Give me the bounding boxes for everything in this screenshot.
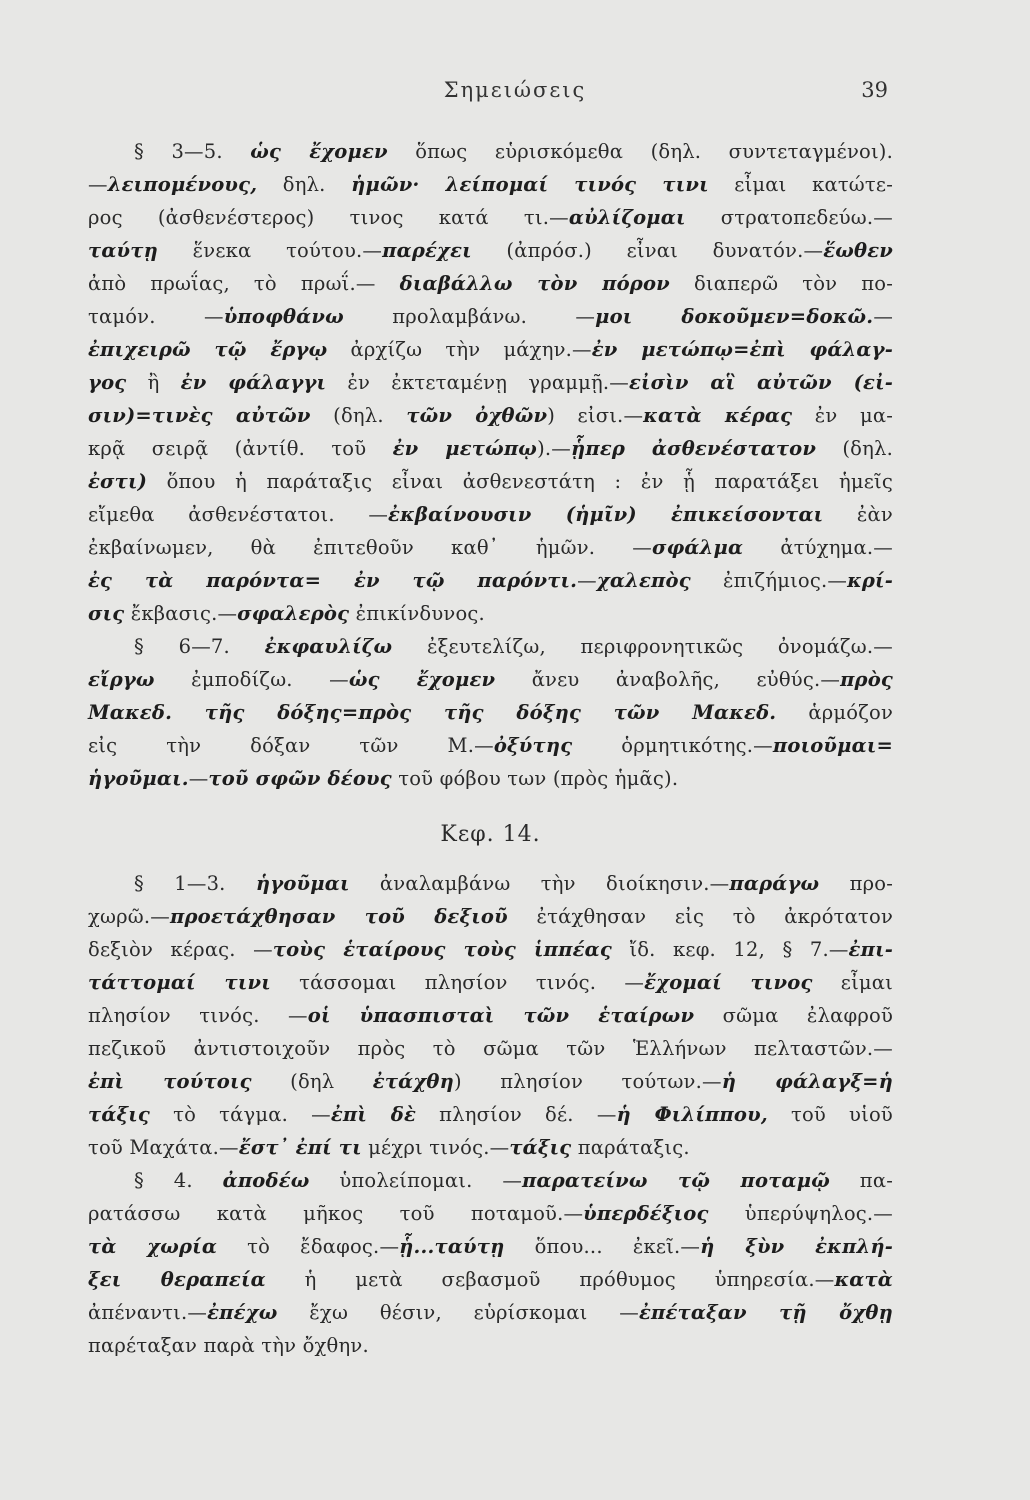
gloss-text: δηλ. [257, 173, 352, 196]
gloss-text: § 3—5. [134, 140, 251, 163]
gloss-text: ἕνεκα τούτου.— [157, 239, 383, 262]
lemma-term: τῶν ὀχθῶν [406, 404, 548, 427]
lemma-term: ἕωθεν [823, 239, 893, 262]
text-line [88, 696, 893, 729]
gloss-text: ρατάσσω κατὰ μῆκος τοῦ ποταμοῦ.— [88, 1202, 584, 1225]
text-line [88, 333, 893, 366]
text-line [88, 900, 893, 933]
lemma-term: εἰσὶν αἳ αὐτῶν (εἰ- [628, 371, 893, 394]
gloss-text: στρατοπεδεύω.— [685, 206, 893, 229]
lemma-term: ἔστ᾽ ἐπί τι [238, 1136, 362, 1159]
lemma-term: τὰ χωρία [88, 1235, 218, 1258]
lemma-term: χαλεπὸς [596, 569, 691, 592]
lemma-term: γος [88, 371, 127, 394]
text-line [88, 1263, 893, 1296]
text-line [88, 531, 893, 564]
gloss-text: ἄνευ ἀναβολῆς, εὐθύς.— [495, 668, 841, 691]
lemma-term: εἴργω [88, 668, 155, 691]
text-line [88, 663, 893, 696]
text-line [88, 1296, 893, 1329]
lemma-term: αὐλίζομαι [568, 206, 686, 229]
page-number: 39 [861, 78, 888, 102]
gloss-text: ἐκβαίνωμεν, θὰ ἐπιτεθοῦν καθ᾽ ἡμῶν. — [88, 536, 652, 559]
lemma-term: ἐπὶ δὲ [330, 1103, 416, 1126]
lemma-term: σφαλερὸς [237, 602, 350, 625]
gloss-text: εἶμαι κατώτε- [708, 173, 893, 196]
lemma-term: ἐκβαίνουσιν (ἡμῖν) ἐπικείσονται [388, 503, 824, 526]
text-line [88, 1098, 893, 1131]
gloss-text: εἰς τὴν δόξαν τῶν Μ.— [88, 734, 494, 757]
lemma-term: σιν)=τινὲς αὐτῶν [88, 404, 311, 427]
gloss-text: — [873, 305, 894, 328]
lemma-term: κατὰ κέρας [643, 404, 793, 427]
gloss-text: προ- [819, 872, 894, 895]
text-line [88, 234, 893, 267]
text-line [88, 465, 893, 498]
gloss-text: ἐτάχθησαν εἰς τὸ ἀκρότατον [507, 905, 893, 928]
paragraph-first-line [88, 1164, 893, 1197]
text-line [88, 762, 893, 795]
lemma-term: τοὺς ἑταίρους τοὺς ἱππέας [272, 938, 612, 961]
gloss-text: § 1—3. [134, 872, 256, 895]
text-line [88, 1230, 893, 1263]
lemma-term: ἡγοῦμαι [255, 872, 350, 895]
lemma-term: παρατείνω τῷ ποταμῷ [522, 1169, 830, 1192]
gloss-text: πλησίον δέ. — [416, 1103, 617, 1126]
lemma-term: ἐπι- [848, 938, 894, 961]
lemma-term: ἐκφαυλίζω [264, 635, 393, 658]
text-line [88, 432, 893, 465]
lemma-term: ἐν φάλαγγι [180, 371, 327, 394]
gloss-text: ταμόν. — [88, 305, 224, 328]
chapter-heading: Κεφ. 14. [440, 822, 541, 847]
lemma-term: ἡμῶν· λείπομαί τινός τινι [351, 173, 709, 196]
running-title: Σημειώσεις [443, 78, 587, 102]
text-line [88, 267, 893, 300]
lemma-term: τάξις [509, 1136, 572, 1159]
gloss-text: πα- [829, 1169, 893, 1192]
lemma-term: ξει θεραπεία [88, 1268, 266, 1291]
lemma-term: σις [88, 602, 125, 625]
gloss-text: ὅπως εὑρισκόμεθα (δηλ. συντεταγμένοι). [387, 140, 894, 163]
gloss-text: τοῦ Μαχάτα.— [88, 1136, 239, 1159]
lemma-term: ἐτάχθη [372, 1070, 454, 1093]
gloss-text: ρος (ἀσθενέστερος) τινος κατά τι.— [88, 206, 569, 229]
gloss-text: ὅπου... ἐκεῖ.— [504, 1235, 701, 1258]
gloss-text: (δηλ. [310, 404, 407, 427]
text-line [88, 399, 893, 432]
lemma-term: ἐν μετώπῳ=ἐπὶ φάλαγ- [591, 338, 893, 361]
lemma-term: προετάχθησαν τοῦ δεξιοῦ [169, 905, 508, 928]
gloss-text: ἔκβασις.— [124, 602, 238, 625]
lemma-term: ὡς ἔχομεν [348, 668, 496, 691]
text-line [88, 201, 893, 234]
lemma-term: ἐστι) [88, 470, 148, 493]
text-line [88, 729, 893, 762]
gloss-text: ἀναλαμβάνω τὴν διοίκησιν.— [349, 872, 730, 895]
text-line [88, 1329, 893, 1362]
text-line [88, 168, 893, 201]
gloss-text: § 4. [134, 1169, 223, 1192]
gloss-text: ) εἰσι.— [547, 404, 644, 427]
gloss-text: ἁρμόζον [776, 701, 894, 724]
lemma-term: σφάλμα [652, 536, 744, 559]
gloss-text: ἐπιζήμιος.— [690, 569, 848, 592]
notes-body [88, 135, 893, 1362]
lemma-term: ἡ Φιλίππου, [616, 1103, 768, 1126]
lemma-term: ἡ ξὺν ἐκπλή- [700, 1235, 893, 1258]
gloss-text: ἐν μα- [792, 404, 894, 427]
gloss-text: μέχρι τινός.— [361, 1136, 510, 1159]
lemma-term: παράγω [729, 872, 820, 895]
lemma-term: κατὰ [834, 1268, 893, 1291]
gloss-text: παράταξις. [571, 1136, 690, 1159]
gloss-text: ὁρμητικότης.— [572, 734, 773, 757]
gloss-text: ἀπέναντι.— [88, 1301, 208, 1324]
lemma-term: ὀξύτης [493, 734, 573, 757]
gloss-text: ὅπου ἡ παράταξις εἶναι ἀσθενεστάτη : ἐν ᾗ παρατάξει ἡμεῖς [147, 470, 893, 493]
text-line [88, 564, 893, 597]
lemma-term: παρέχει [382, 239, 472, 262]
gloss-text: (δηλ. [816, 437, 893, 460]
gloss-text: διαπερῶ τὸν πο- [669, 272, 893, 295]
lemma-term: ἐπέταξαν τῇ ὄχθῃ [638, 1301, 893, 1324]
running-header [0, 78, 1030, 108]
gloss-text: § 6—7. [134, 635, 265, 658]
gloss-text: ὑπερύψηλος.— [708, 1202, 893, 1225]
gloss-text: ἐν ἐκτεταμένῃ γραμμῇ.— [326, 371, 629, 394]
text-line [88, 1131, 893, 1164]
gloss-text: ἴδ. κεφ. 12, § 7.— [611, 938, 849, 961]
lemma-term: ἐπέχω [207, 1301, 278, 1324]
gloss-text: — [88, 173, 108, 196]
lemma-term: ἡγοῦμαι. [88, 767, 189, 790]
lemma-term: ᾗπερ ἀσθενέστατον [570, 437, 817, 460]
text-line [88, 597, 893, 630]
text-line [88, 999, 893, 1032]
gloss-text: παρέταξαν παρὰ τὴν ὄχθην. [88, 1334, 369, 1357]
text-line [88, 1065, 893, 1098]
text-line [88, 498, 893, 531]
gloss-text: ἀρχίζω τὴν μάχην.— [327, 338, 592, 361]
lemma-term: ἐπιχειρῶ τῷ ἔργῳ [88, 338, 328, 361]
lemma-term: ἐς τὰ παρόντα= ἐν τῷ παρόντι. [88, 569, 578, 592]
gloss-text: τάσσομαι πλησίον τινός. — [270, 971, 645, 994]
gloss-text: ἐμποδίζω. — [154, 668, 349, 691]
lemma-term: ὡς ἔχομεν [250, 140, 388, 163]
gloss-text: κρᾷ σειρᾷ (ἀντίθ. τοῦ [88, 437, 393, 460]
lemma-term: τοῦ σφῶν δέους [208, 767, 392, 790]
lemma-term: μοι δοκοῦμεν=δοκῶ. [595, 305, 874, 328]
gloss-text: ὑπολείπομαι. — [309, 1169, 523, 1192]
gloss-text: τὸ τάγμα. — [150, 1103, 331, 1126]
gloss-text: ἢ [126, 371, 181, 394]
gloss-text: ἐξευτελίζω, περιφρονητικῶς ὀνομάζω.— [392, 635, 893, 658]
lemma-term: κρί- [847, 569, 893, 592]
gloss-text: ἡ μετὰ σεβασμοῦ πρόθυμος ὑπηρεσία.— [265, 1268, 835, 1291]
lemma-term: διαβάλλω τὸν πόρον [399, 272, 670, 295]
text-line [88, 933, 893, 966]
text-line [88, 966, 893, 999]
text-line [88, 1197, 893, 1230]
gloss-text: τοῦ υἱοῦ [767, 1103, 893, 1126]
gloss-text: ἔχω θέσιν, εὑρίσκομαι — [277, 1301, 639, 1324]
paragraph-first-line [88, 630, 893, 663]
gloss-text: ἐὰν [823, 503, 893, 526]
paragraph-first-line [88, 867, 893, 900]
gloss-text: ἀτύχημα.— [743, 536, 893, 559]
gloss-text: πλησίον τινός. — [88, 1004, 308, 1027]
paragraph-first-line [88, 135, 893, 168]
gloss-text: τὸ ἔδαφος.— [217, 1235, 400, 1258]
lemma-term: Μακεδ. τῆς δόξης=πρὸς τῆς δόξης τῶν Μακεδ. [88, 701, 777, 724]
lemma-term: ᾗ...ταύτῃ [399, 1235, 505, 1258]
text-line [88, 1032, 893, 1065]
gloss-text: — [188, 767, 209, 790]
lemma-term: ἡ φάλαγξ=ἡ [721, 1070, 893, 1093]
gloss-text: ἀπὸ πρωΐας, τὸ πρωΐ.— [88, 272, 400, 295]
text-line [88, 300, 893, 333]
gloss-text: (ἀπρόσ.) εἶναι δυνατόν.— [471, 239, 824, 262]
lemma-term: ταύτῃ [88, 239, 158, 262]
lemma-term: οἱ ὑπασπισταὶ τῶν ἑταίρων [307, 1004, 695, 1027]
gloss-text: πεζικοῦ ἀντιστοιχοῦν πρὸς τὸ σῶμα τῶν Ἑλλήνων πελταστῶν.— [88, 1037, 893, 1060]
gloss-text: ἐπικίνδυνος. [349, 602, 485, 625]
gloss-text: ) πλησίον τούτων.— [453, 1070, 722, 1093]
gloss-text: χωρῶ.— [88, 905, 170, 928]
lemma-term: ποιοῦμαι= [772, 734, 893, 757]
lemma-term: τάττομαί τινι [88, 971, 271, 994]
gloss-text: ).— [537, 437, 571, 460]
lemma-term: λειπομένους, [107, 173, 258, 196]
gloss-text: τοῦ φόβου των (πρὸς ἡμᾶς). [391, 767, 679, 790]
lemma-term: ἐν μετώπῳ [392, 437, 538, 460]
lemma-term: ὑπερδέξιος [583, 1202, 709, 1225]
lemma-term: ἀποδέω [222, 1169, 310, 1192]
gloss-text: σῶμα ἐλαφροῦ [694, 1004, 894, 1027]
text-line [88, 366, 893, 399]
lemma-term: ἐπὶ τούτοις [88, 1070, 252, 1093]
gloss-text: εἶμαι [812, 971, 893, 994]
lemma-term: τάξις [88, 1103, 150, 1126]
lemma-term: ἔχομαί τινος [644, 971, 813, 994]
lemma-term: ὑποφθάνω [223, 305, 344, 328]
lemma-term: πρὸς [840, 668, 893, 691]
gloss-text: δεξιὸν κέρας. — [88, 938, 273, 961]
gloss-text: εἴμεθα ἀσθενέστατοι. — [88, 503, 389, 526]
gloss-text: — [577, 569, 597, 592]
gloss-text: (δηλ [251, 1070, 373, 1093]
gloss-text: προλαμβάνω. — [343, 305, 596, 328]
